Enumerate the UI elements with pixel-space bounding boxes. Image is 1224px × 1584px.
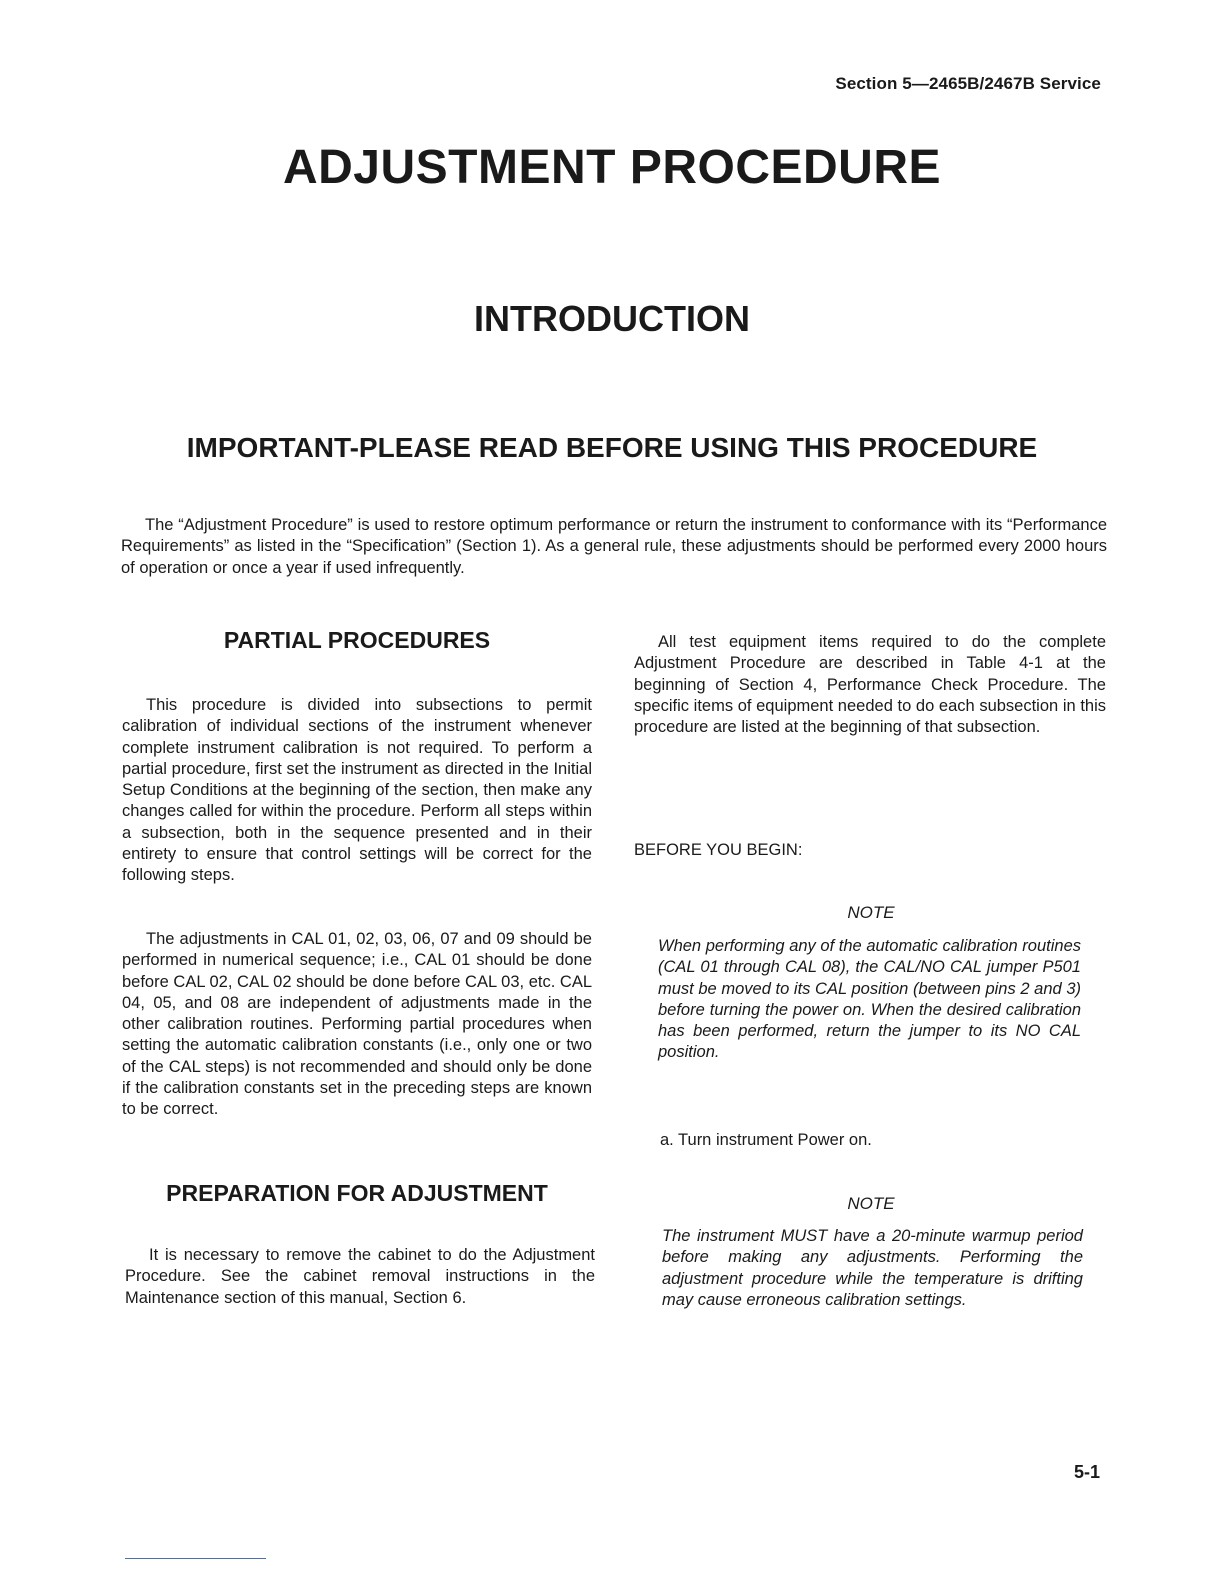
- important-heading: IMPORTANT-PLEASE READ BEFORE USING THIS PROCEDURE: [186, 432, 1038, 463]
- preparation-heading: PREPARATION FOR ADJUSTMENT: [166, 1180, 548, 1206]
- introduction-heading: INTRODUCTION: [474, 298, 750, 339]
- section-header: Section 5—2465B/2467B Service: [835, 74, 1101, 93]
- partial-procedures-heading: PARTIAL PROCEDURES: [223, 627, 491, 653]
- before-you-begin-label: BEFORE YOU BEGIN:: [634, 841, 803, 859]
- note-label-2: NOTE: [847, 1194, 895, 1213]
- footer-divider: [125, 1558, 266, 1559]
- note-text-1: When performing any of the automatic calibration routines (CAL 01 through CAL 08), the CAL/NO CAL jumper P501 must be moved to its CAL position (between pins 2 and 3) before turning the power on. When the desired calibration has been performed, return the jumper to its NO CAL position.: [658, 937, 1081, 1062]
- note-label-1: NOTE: [847, 903, 895, 922]
- preparation-paragraph: It is necessary to remove the cabinet to do the Adjustment Procedure. See the cabinet removal instructions in the Maintenance section of this manual, Section 6.: [125, 1246, 595, 1307]
- step-a-instruction: a. Turn instrument Power on.: [660, 1131, 872, 1149]
- equipment-paragraph: All test equipment items required to do the complete Adjustment Procedure are described in Table 4-1 at the beginning of Section 4, Performance Check Procedure. The specific items of equipment needed to do each subsection in this procedure are listed at the beginning of that subsection.: [634, 633, 1106, 737]
- page-title: ADJUSTMENT PROCEDURE: [282, 141, 942, 194]
- page-number: 5-1: [1073, 1462, 1100, 1482]
- intro-paragraph: The “Adjustment Procedure” is used to restore optimum performance or return the instrument to conformance with its “Performance Requirements” as listed in the “Specification” (Section 1). As a general rule, these adjustments should be performed every 2000 hours of operation or once a year if used infrequently.: [121, 516, 1107, 577]
- partial-procedures-paragraph-2: The adjustments in CAL 01, 02, 03, 06, 07 and 09 should be performed in numerical sequence; i.e., CAL 01 should be done before CAL 02, CAL 02 should be done before CAL 03, etc. CAL 04, 05, and 08 are independent of adjustments made in the other calibration routines. Performing partial procedures when setting the automatic calibration constants (i.e., only one or two of the CAL steps) is not recommended and should only be done if the calibration constants set in the preceding steps are known to be correct.: [122, 930, 592, 1119]
- note-text-2: The instrument MUST have a 20-minute warmup period before making any adjustments. Performing the adjustment procedure while the temperature is drifting may cause erroneous calibration settings.: [662, 1227, 1083, 1309]
- partial-procedures-paragraph-1: This procedure is divided into subsections to permit calibration of individual sections of the instrument whenever complete instrument calibration is not required. To perform a partial procedure, first set the instrument as directed in the Initial Setup Conditions at the beginning of the section, then make any changes called for within the procedure. Perform all steps within a subsection, both in the sequence presented and in their entirety to ensure that control settings will be correct for the following steps.: [122, 696, 592, 885]
